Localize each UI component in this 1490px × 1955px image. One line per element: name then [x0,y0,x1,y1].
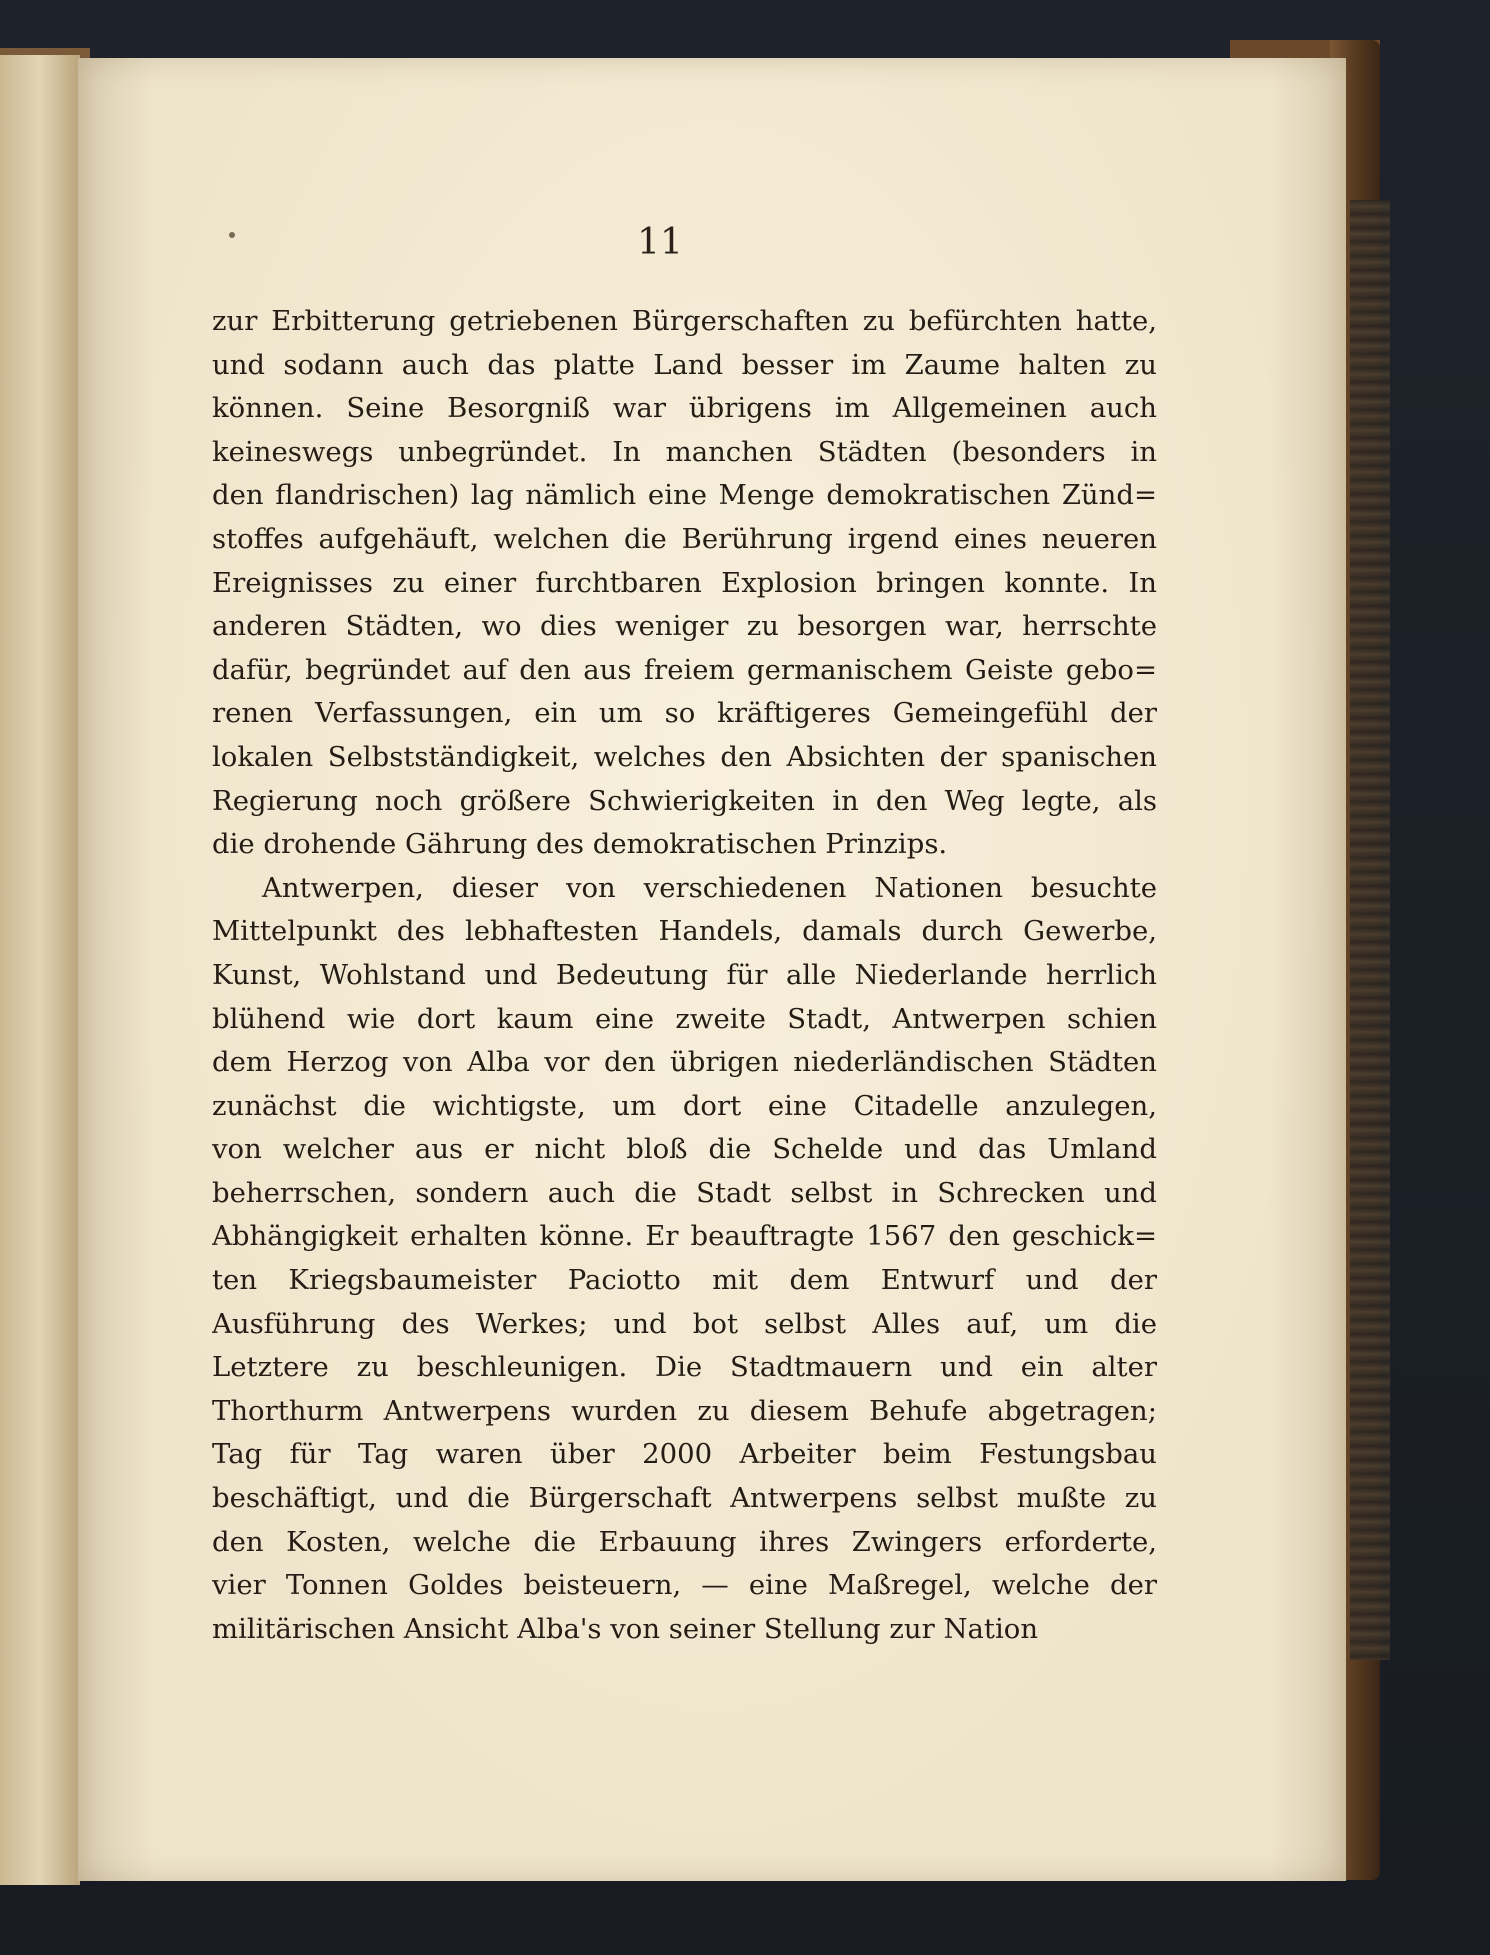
text-line: zur Erbitterung getriebenen Bürgerschaften zu befürchten hatte, [212,305,1157,337]
text-line: Abhängigkeit erhalten könne. Er beauftragte 1567 den geschick= [212,1220,1157,1253]
text-line: den Kosten, welche die Erbauung ihres Zwingers erforderte, [212,1525,1157,1558]
page-number: 11 [637,222,683,263]
text-line: ten Kriegsbaumeister Paciotto mit dem Entwurf und der [212,1264,1157,1297]
paragraph-2 [212,867,1157,1652]
text-line: Letztere zu beschleunigen. Die Stadtmauern und ein alter [212,1351,1157,1384]
text-line: beschäftigt, und die Bürgerschaft Antwerpens selbst mußte zu [212,1482,1157,1515]
text-line: stoffes aufgehäuft, welchen die Berührung irgend eines neueren [212,522,1157,555]
text-line: und sodann auch das platte Land besser im Zaume halten zu [212,348,1157,381]
book-spine [1350,200,1390,1660]
text-line: Thorthurm Antwerpens wurden zu diesem Behufe abgetragen; [212,1394,1157,1427]
text-line: keineswegs unbegründet. In manchen Städten (besonders in [212,435,1157,468]
text-line: den flandrischen) lag nämlich eine Menge demokratischen Zünd= [212,479,1157,512]
text-line: von welcher aus er nicht bloß die Schelde und das Umland [212,1133,1157,1166]
paragraph-1 [212,300,1157,867]
text-line: lokalen Selbstständigkeit, welches den Absichten der spanischen [212,740,1157,773]
text-line: dem Herzog von Alba vor den übrigen niederländischen Städten [212,1046,1157,1079]
text-line: können. Seine Besorgniß war übrigens im Allgemeinen auch [212,392,1157,425]
text-line: die drohende Gährung des demokratischen Prinzips. [212,828,948,861]
text-line: blühend wie dort kaum eine zweite Stadt, Antwerpen schien [212,1002,1157,1035]
text-line: Tag für Tag waren über 2000 Arbeiter beim Festungsbau [212,1438,1157,1471]
text-line: anderen Städten, wo dies weniger zu besorgen war, herrschte [212,610,1157,643]
text-line: renen Verfassungen, ein um so kräftigeres Gemeingefühl der [212,697,1157,730]
page-text [212,300,1157,1651]
text-line: Ausführung des Werkes; und bot selbst Alles auf, um die [212,1307,1157,1340]
text-line: Ereignisses zu einer furchtbaren Explosion bringen konnte. In [212,566,1157,599]
text-line: Mittelpunkt des lebhaftesten Handels, damals durch Gewerbe, [212,915,1157,948]
text-line: Regierung noch größere Schwierigkeiten in den Weg legte, als [212,784,1157,817]
text-line: vier Tonnen Goldes beisteuern, — eine Maßregel, welche der [212,1569,1157,1602]
text-line: Kunst, Wohlstand und Bedeutung für alle Niederlande herrlich [212,958,1157,991]
text-line: dafür, begründet auf den aus freiem germanischem Geiste gebo= [212,653,1157,686]
text-line: Antwerpen, dieser von verschiedenen Nationen besuchte [262,871,1157,904]
text-line: militärischen Ansicht Alba's von seiner Stellung zur Nation [212,1612,1039,1645]
left-facing-page [0,55,80,1885]
page-speck [229,232,235,238]
text-line: zunächst die wichtigste, um dort eine Citadelle anzulegen, [212,1089,1157,1122]
text-line: beherrschen, sondern auch die Stadt selbst in Schrecken und [212,1176,1157,1209]
